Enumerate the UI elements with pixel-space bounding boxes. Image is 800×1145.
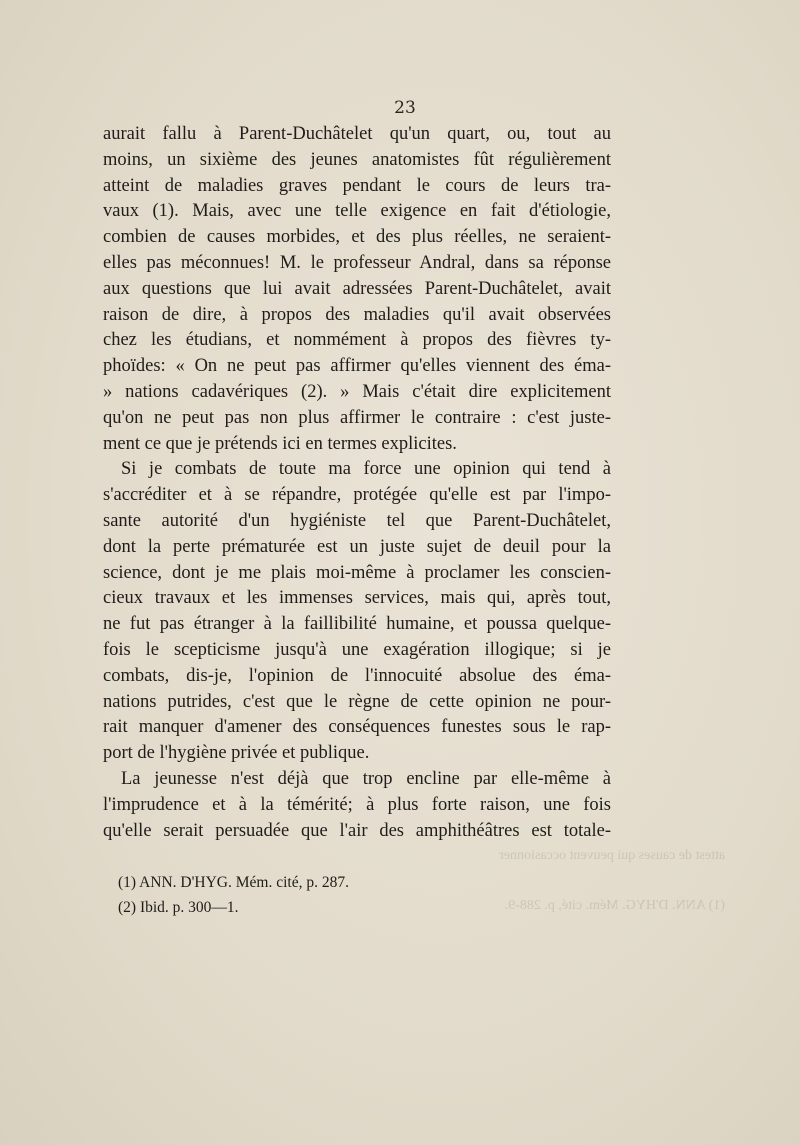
text-line: vaux (1). Mais, avec une telle exigence en fait d'étiologie,	[103, 201, 611, 222]
text-line: combats, dis-je, l'opinion de l'innocuité absolue des éma-	[103, 665, 611, 686]
footnotes	[118, 870, 518, 920]
text-line: dont la perte prématurée est un juste sujet de deuil pour la	[103, 536, 611, 557]
text-line: ment ce que je prétends ici en termes explicites.	[103, 433, 457, 454]
body-text	[103, 122, 611, 844]
text-line: Si je combats de toute ma force une opinion qui tend à	[121, 459, 611, 480]
text-line: nations putrides, c'est que le règne de cette opinion ne pour-	[103, 691, 611, 712]
text-line: s'accréditer et à se répandre, protégée qu'elle est par l'impo-	[103, 485, 611, 506]
footnote: (1) ANN. D'HYG. Mém. cité, p. 287.	[118, 874, 349, 891]
text-line: port de l'hygiène privée et publique.	[103, 743, 370, 764]
text-line: sante autorité d'un hygiéniste tel que Parent-Duchâtelet,	[103, 510, 611, 531]
text-line: l'imprudence et à la témérité; à plus forte raison, une fois	[103, 794, 611, 815]
bleed-through-text-1: attest de causes qui peuvent occasionner	[499, 848, 725, 863]
text-line: atteint de maladies graves pendant le cours de leurs tra-	[103, 175, 611, 196]
text-line: aurait fallu à Parent-Duchâtelet qu'un quart, ou, tout au	[103, 124, 611, 144]
text-line: moins, un sixième des jeunes anatomistes fût régulièrement	[103, 149, 611, 170]
text-line: combien de causes morbides, et des plus réelles, ne seraient-	[103, 227, 611, 248]
text-line: cieux travaux et les immenses services, mais qui, après tout,	[103, 588, 611, 609]
text-line: phoïdes: « On ne peut pas affirmer qu'elles viennent des éma-	[103, 356, 611, 377]
text-line: elles pas méconnues! M. le professeur Andral, dans sa réponse	[103, 252, 611, 273]
text-line: rait manquer d'amener des conséquences funestes sous le rap-	[103, 717, 611, 738]
text-line: » nations cadavériques (2). » Mais c'était dire explicitement	[103, 381, 611, 402]
text-line: chez les étudians, et nommément à propos des fièvres ty-	[103, 330, 611, 351]
text-line: La jeunesse n'est déjà que trop encline par elle-même à	[121, 768, 611, 789]
text-line: qu'elle serait persuadée que l'air des amphithéâtres est totale-	[103, 820, 611, 841]
text-line: raison de dire, à propos des maladies qu'il avait observées	[103, 304, 611, 325]
text-line: fois le scepticisme jusqu'à une exagération illogique; si je	[103, 639, 611, 660]
footnote: (2) Ibid. p. 300—1.	[118, 899, 239, 916]
page-number: 23	[394, 98, 416, 118]
text-line: ne fut pas étranger à la faillibilité humaine, et poussa quelque-	[103, 614, 611, 635]
bleed-through-text-2: (1) ANN. D'HYG. Mém. cité, p. 288-9.	[504, 898, 725, 913]
text-line: aux questions que lui avait adressées Parent-Duchâtelet, avait	[103, 278, 611, 299]
text-line: qu'on ne peut pas non plus affirmer le contraire : c'est juste-	[103, 407, 611, 428]
text-line: science, dont je me plais moi-même à proclamer les conscien-	[103, 562, 611, 583]
